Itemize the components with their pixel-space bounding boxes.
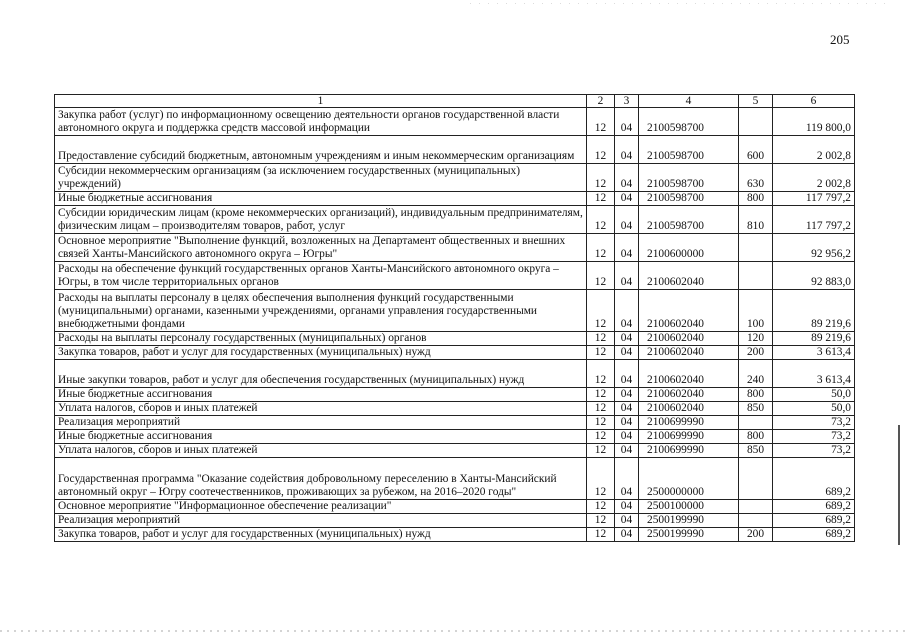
row-subsection: 04 — [615, 164, 639, 192]
row-expense-type: 800 — [739, 388, 773, 402]
table-row — [55, 136, 855, 164]
table-row — [55, 206, 855, 234]
row-section: 12 — [587, 514, 615, 528]
row-section: 12 — [587, 332, 615, 346]
row-subsection: 04 — [615, 262, 639, 290]
row-subsection: 04 — [615, 528, 639, 542]
row-amount: 50,0 — [773, 402, 855, 416]
row-amount: 89 219,6 — [773, 290, 855, 332]
row-section: 12 — [587, 290, 615, 332]
table-row — [55, 444, 855, 458]
row-name: Субсидии юридическим лицам (кроме некоммерческих организаций), индивидуальным предпринимателям, физическим лицам – производителям товаров, работ, услуг — [55, 206, 587, 234]
row-expense-type: 600 — [739, 136, 773, 164]
row-section: 12 — [587, 206, 615, 234]
row-expense-type — [739, 458, 773, 500]
row-section: 12 — [587, 192, 615, 206]
column-number-2: 2 — [587, 95, 615, 108]
row-amount: 89 219,6 — [773, 332, 855, 346]
table-row — [55, 430, 855, 444]
row-name: Основное мероприятие "Информационное обеспечение реализации" — [55, 500, 587, 514]
table-row — [55, 388, 855, 402]
row-subsection: 04 — [615, 290, 639, 332]
row-amount: 689,2 — [773, 500, 855, 514]
row-target-article: 2100602040 — [639, 290, 739, 332]
row-name: Закупка товаров, работ и услуг для государственных (муниципальных) нужд — [55, 528, 587, 542]
row-expense-type: 800 — [739, 430, 773, 444]
row-name: Уплата налогов, сборов и иных платежей — [55, 402, 587, 416]
row-target-article: 2100600000 — [639, 234, 739, 262]
row-subsection: 04 — [615, 430, 639, 444]
row-target-article: 2500199990 — [639, 514, 739, 528]
row-section: 12 — [587, 234, 615, 262]
row-subsection: 04 — [615, 234, 639, 262]
row-subsection: 04 — [615, 444, 639, 458]
column-number-4: 4 — [639, 95, 739, 108]
row-name: Реализация мероприятий — [55, 416, 587, 430]
row-expense-type: 810 — [739, 206, 773, 234]
row-subsection: 04 — [615, 388, 639, 402]
header-row — [55, 95, 855, 108]
row-amount: 92 956,2 — [773, 234, 855, 262]
row-expense-type — [739, 514, 773, 528]
row-subsection: 04 — [615, 514, 639, 528]
row-subsection: 04 — [615, 500, 639, 514]
row-expense-type: 630 — [739, 164, 773, 192]
row-expense-type: 850 — [739, 444, 773, 458]
row-name: Иные бюджетные ассигнования — [55, 388, 587, 402]
row-expense-type: 200 — [739, 346, 773, 360]
page-number: 205 — [830, 32, 850, 47]
column-number-1: 1 — [55, 95, 587, 108]
row-amount: 2 002,8 — [773, 136, 855, 164]
row-target-article: 2500000000 — [639, 458, 739, 500]
row-section: 12 — [587, 346, 615, 360]
row-amount: 73,2 — [773, 444, 855, 458]
row-section: 12 — [587, 444, 615, 458]
row-amount: 3 613,4 — [773, 360, 855, 388]
table-row — [55, 346, 855, 360]
table-row — [55, 360, 855, 388]
row-target-article: 2100598700 — [639, 192, 739, 206]
table-row — [55, 514, 855, 528]
row-expense-type: 800 — [739, 192, 773, 206]
row-amount: 119 800,0 — [773, 108, 855, 136]
row-amount: 689,2 — [773, 458, 855, 500]
row-section: 12 — [587, 430, 615, 444]
row-amount: 92 883,0 — [773, 262, 855, 290]
row-amount: 2 002,8 — [773, 164, 855, 192]
row-expense-type — [739, 234, 773, 262]
row-subsection: 04 — [615, 192, 639, 206]
row-section: 12 — [587, 262, 615, 290]
row-name: Расходы на обеспечение функций государственных органов Ханты-Мансийского автономного округа – Югры, в том числе территориальных органов — [55, 262, 587, 290]
row-amount: 689,2 — [773, 528, 855, 542]
row-subsection: 04 — [615, 108, 639, 136]
row-amount: 73,2 — [773, 416, 855, 430]
table-row — [55, 192, 855, 206]
row-subsection: 04 — [615, 332, 639, 346]
row-target-article: 2500100000 — [639, 500, 739, 514]
row-subsection: 04 — [615, 458, 639, 500]
row-target-article: 2100602040 — [639, 332, 739, 346]
row-expense-type — [739, 108, 773, 136]
table-row — [55, 164, 855, 192]
row-expense-type: 100 — [739, 290, 773, 332]
row-subsection: 04 — [615, 136, 639, 164]
row-expense-type: 200 — [739, 528, 773, 542]
row-section: 12 — [587, 500, 615, 514]
row-section: 12 — [587, 416, 615, 430]
row-expense-type: 120 — [739, 332, 773, 346]
row-subsection: 04 — [615, 416, 639, 430]
scan-artifact-top — [470, 3, 890, 4]
row-amount: 3 613,4 — [773, 346, 855, 360]
row-expense-type: 850 — [739, 402, 773, 416]
row-target-article: 2100598700 — [639, 136, 739, 164]
row-subsection: 04 — [615, 402, 639, 416]
row-amount: 73,2 — [773, 430, 855, 444]
row-subsection: 04 — [615, 360, 639, 388]
row-name: Иные закупки товаров, работ и услуг для обеспечения государственных (муниципальных) нужд — [55, 360, 587, 388]
row-section: 12 — [587, 360, 615, 388]
row-section: 12 — [587, 108, 615, 136]
row-expense-type — [739, 416, 773, 430]
row-expense-type: 240 — [739, 360, 773, 388]
row-target-article: 2100602040 — [639, 402, 739, 416]
row-name: Предоставление субсидий бюджетным, автономным учреждениям и иным некоммерческим организациям — [55, 136, 587, 164]
row-name: Иные бюджетные ассигнования — [55, 192, 587, 206]
row-section: 12 — [587, 164, 615, 192]
row-target-article: 2100699990 — [639, 416, 739, 430]
row-name: Иные бюджетные ассигнования — [55, 430, 587, 444]
row-section: 12 — [587, 388, 615, 402]
row-name: Реализация мероприятий — [55, 514, 587, 528]
row-name: Расходы на выплаты персоналу в целях обеспечения выполнения функций государственными (муниципальными) органами, казенными учреждениями, органами управления государственными внебюджетными фондами — [55, 290, 587, 332]
row-amount: 117 797,2 — [773, 192, 855, 206]
table-row — [55, 402, 855, 416]
table-row — [55, 528, 855, 542]
table-row — [55, 108, 855, 136]
row-section: 12 — [587, 402, 615, 416]
row-subsection: 04 — [615, 346, 639, 360]
row-target-article: 2100598700 — [639, 108, 739, 136]
row-target-article: 2100699990 — [639, 444, 739, 458]
row-section: 12 — [587, 458, 615, 500]
row-target-article: 2100602040 — [639, 360, 739, 388]
row-target-article: 2100598700 — [639, 206, 739, 234]
row-expense-type — [739, 262, 773, 290]
row-target-article: 2100602040 — [639, 388, 739, 402]
column-number-6: 6 — [773, 95, 855, 108]
row-target-article: 2500199990 — [639, 528, 739, 542]
row-amount: 117 797,2 — [773, 206, 855, 234]
scan-artifact-bottom — [0, 630, 905, 632]
row-name: Субсидии некоммерческим организациям (за исключением государственных (муниципальных) учреждений) — [55, 164, 587, 192]
row-target-article: 2100699990 — [639, 430, 739, 444]
row-name: Уплата налогов, сборов и иных платежей — [55, 444, 587, 458]
table-row — [55, 500, 855, 514]
row-name: Закупка работ (услуг) по информационному освещению деятельности органов государственной власти автономного округа и поддержка средств массовой информации — [55, 108, 587, 136]
table-row — [55, 234, 855, 262]
row-name: Закупка товаров, работ и услуг для государственных (муниципальных) нужд — [55, 346, 587, 360]
row-section: 12 — [587, 136, 615, 164]
row-name: Расходы на выплаты персоналу государственных (муниципальных) органов — [55, 332, 587, 346]
row-amount: 50,0 — [773, 388, 855, 402]
table-row — [55, 262, 855, 290]
table-row — [55, 290, 855, 332]
table-row — [55, 332, 855, 346]
budget-table — [54, 94, 855, 542]
row-target-article: 2100602040 — [639, 346, 739, 360]
table-row — [55, 458, 855, 500]
row-subsection: 04 — [615, 206, 639, 234]
row-target-article: 2100598700 — [639, 164, 739, 192]
scan-edge-mark — [898, 425, 900, 545]
column-number-3: 3 — [615, 95, 639, 108]
table-row — [55, 416, 855, 430]
column-number-5: 5 — [739, 95, 773, 108]
table-body — [55, 95, 855, 542]
row-expense-type — [739, 500, 773, 514]
row-target-article: 2100602040 — [639, 262, 739, 290]
row-name: Основное мероприятие "Выполнение функций, возложенных на Департамент общественных и внешних связей Ханты-Мансийского автономного округа – Югры" — [55, 234, 587, 262]
row-name: Государственная программа "Оказание содействия добровольному переселению в Ханты-Мансийский автономный округ – Югру соотечественников, проживающих за рубежом, на 2016–2020 годы" — [55, 458, 587, 500]
row-amount: 689,2 — [773, 514, 855, 528]
row-section: 12 — [587, 528, 615, 542]
